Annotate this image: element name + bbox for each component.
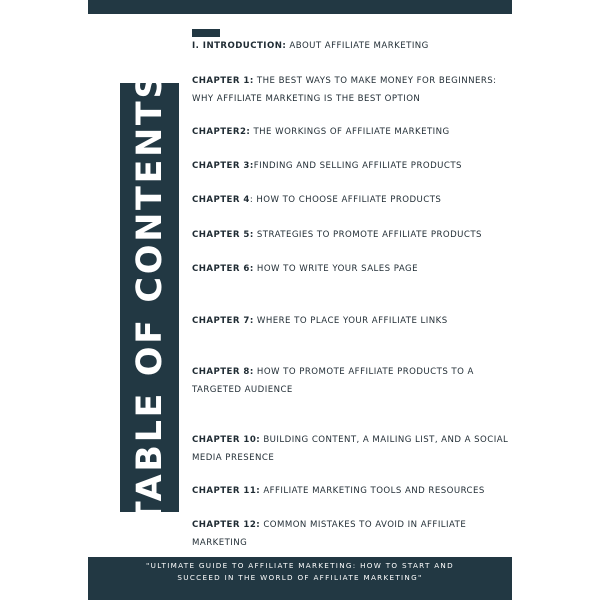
toc-entry-text: : HOW TO CHOOSE AFFILIATE PRODUCTS (249, 195, 442, 205)
toc-entry-text: COMMON MISTAKES TO AVOID IN AFFILIATE MARKETING (192, 520, 467, 548)
toc-entry-label: I. INTRODUCTION: (192, 41, 287, 51)
toc-entry-text: STRATEGIES TO PROMOTE AFFILIATE PRODUCTS (253, 230, 482, 240)
toc-entry-chapter-12 (192, 517, 512, 552)
toc-entry-label: CHAPTER 7: (192, 316, 254, 326)
toc-entry-text: AFFILIATE MARKETING TOOLS AND RESOURCES (260, 486, 485, 496)
toc-entry-text: THE BEST WAYS TO MAKE MONEY FOR BEGINNERS: WHY AFFILIATE MARKETING IS THE BEST OPTION (192, 76, 497, 104)
toc-entry-chapter-4 (192, 192, 512, 210)
toc-entry-chapter-7 (192, 313, 512, 331)
toc-entry-label: CHAPTER 11: (192, 486, 261, 496)
toc-entry-label: CHAPTER2: (192, 127, 251, 137)
toc-entry-label: CHAPTER 8: (192, 367, 254, 377)
toc-entry-text: ABOUT AFFILIATE MARKETING (286, 41, 429, 51)
toc-entry-chapter-1 (192, 73, 512, 108)
toc-entry-label: CHAPTER 12: (192, 520, 261, 530)
toc-entry-chapter-8 (192, 364, 512, 399)
toc-entry-label: CHAPTER 6: (192, 264, 254, 274)
toc-entry-text: WHERE TO PLACE YOUR AFFILIATE LINKS (253, 316, 448, 326)
toc-entry-chapter-6 (192, 261, 512, 279)
toc-entry-text: HOW TO WRITE YOUR SALES PAGE (253, 264, 418, 274)
side-title: TABLE OF CONTENTS (130, 70, 170, 526)
toc-entry-label: CHAPTER 10: (192, 435, 261, 445)
toc-entry-text: HOW TO PROMOTE AFFILIATE PRODUCTS TO A TARGETED AUDIENCE (192, 367, 474, 395)
toc-entry-text: FINDING AND SELLING AFFILIATE PRODUCTS (253, 161, 462, 171)
toc-entry-label: CHAPTER 3: (192, 161, 254, 171)
toc-entry-chapter-2 (192, 124, 512, 142)
toc-entry-chapter-3 (192, 158, 512, 176)
toc-entry-introduction (192, 38, 512, 56)
toc-entry-chapter-5 (192, 227, 512, 245)
toc-entry-text: BUILDING CONTENT, A MAILING LIST, AND A SOCIAL MEDIA PRESENCE (192, 435, 509, 463)
toc-entry-label: CHAPTER 4 (192, 195, 250, 205)
toc-entry-label: CHAPTER 1: (192, 76, 254, 86)
footer-book-title: "ULTIMATE GUIDE TO AFFILIATE MARKETING: HOW TO START AND SUCCEED IN THE WORLD OF AFFILIATE MARKETING" (146, 561, 454, 583)
toc-entry-label: CHAPTER 5: (192, 230, 254, 240)
accent-dash (192, 29, 220, 37)
toc-entry-chapter-10 (192, 432, 512, 467)
toc-entry-chapter-11 (192, 483, 512, 501)
toc-entry-text: THE WORKINGS OF AFFILIATE MARKETING (250, 127, 450, 137)
top-bar (88, 0, 512, 14)
